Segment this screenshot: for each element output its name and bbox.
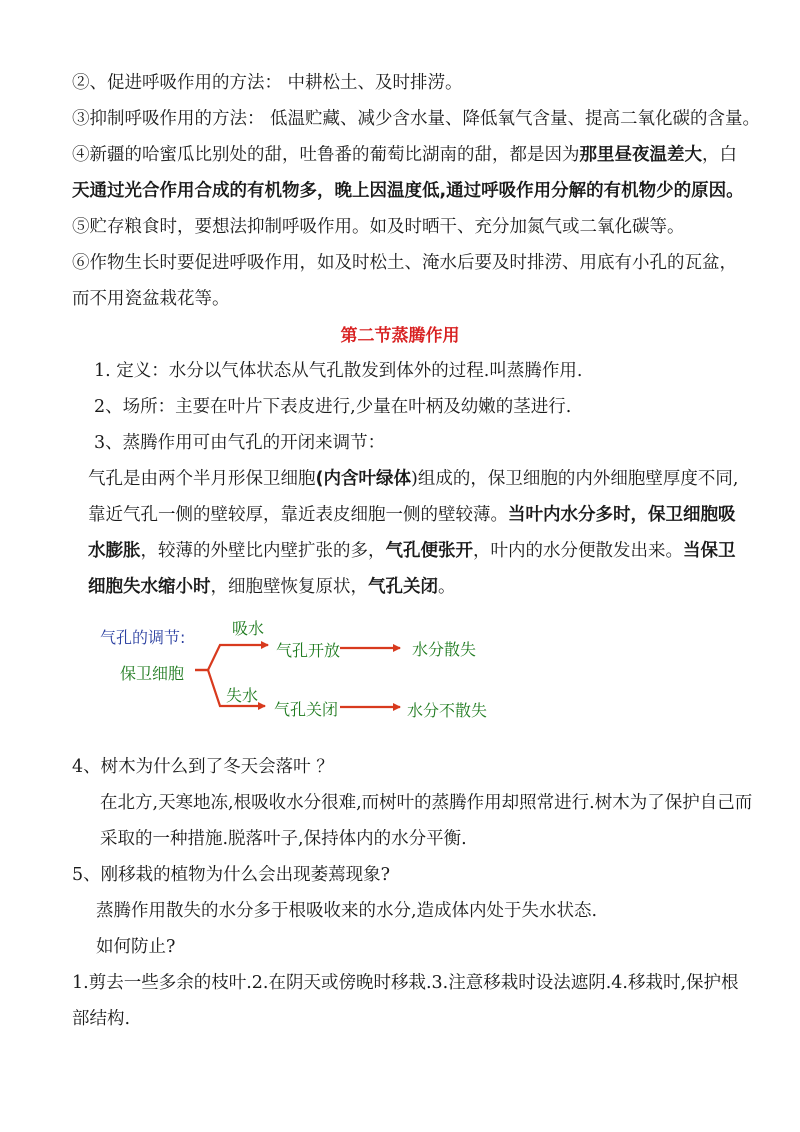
question-4: 4、树木为什么到了冬天会落叶 ？ (72, 757, 334, 777)
label-water-retained: 水分不散失 (407, 701, 488, 720)
guard-1a: 气孔是由两个半月形保卫细胞 (88, 469, 316, 489)
guard-1c: )组成的，保卫细胞的内外细胞壁厚度不同, (411, 469, 739, 489)
grain-storage-text: ⑤贮存粮食时，要想法抑制呼吸作用。如及时晒干、充分加氮气或二氧化碳等。 (72, 217, 685, 237)
prevention-heading: 如何防止? (96, 937, 176, 957)
label-absorb-water: 吸水 (232, 619, 265, 638)
prevention-measures-line-2: 部结构. (72, 1009, 131, 1029)
guard-1b: (内含叶绿体 (315, 469, 411, 489)
guard-4d: 。 (438, 577, 456, 597)
crop-growth-line-1: ⑥作物生长时要促进呼吸作用，如及时松土、淹水后要及时排涝、用底有小孔的瓦盆， (72, 253, 737, 273)
answer-5: 蒸腾作用散失的水分多于根吸收来的水分,造成体内处于失水状态. (96, 901, 598, 921)
location-text: 2、场所：主要在叶片下表皮进行,少量在叶柄及幼嫩的茎进行. (94, 397, 572, 417)
label-lose-water: 失水 (226, 686, 259, 705)
crop-growth-line-2: 而不用瓷盆栽花等。 (72, 289, 230, 309)
diagram-title: 气孔的调节: (100, 628, 186, 647)
guard-4a: 细胞失水缩小时 (88, 577, 211, 597)
label-guard-cell: 保卫细胞 (120, 664, 185, 683)
melon-example-line-2: 天通过光合作用合成的有机物多，晚上因温度低,通过呼吸作用分解的有机物少的原因。 (72, 181, 744, 201)
guard-3a: 水膨胀 (88, 541, 141, 561)
melon-text-c: ，白 (702, 145, 737, 165)
label-stomata-closed: 气孔关闭 (274, 700, 339, 719)
guard-3b: ，较薄的外壁比内壁扩张的多， (140, 541, 386, 561)
answer-4-line-2: 采取的一种措施.脱落叶子,保持体内的水分平衡. (100, 829, 467, 849)
guard-3e: 当保卫 (683, 541, 736, 561)
prevention-measures-line-1: 1.剪去一些多余的枝叶.2.在阴天或傍晚时移栽.3.注意移栽时设法遮阴.4.移栽时,保护根 (72, 973, 739, 993)
guard-3d: ，叶内的水分便散发出来。 (473, 541, 683, 561)
melon-text-bold: 那里昼夜温差大 (579, 145, 702, 165)
guard-3c: 气孔便张开 (385, 541, 473, 561)
section-title: 第二节蒸腾作用 (340, 326, 460, 346)
promote-respiration-text: ②、促进呼吸作用的方法： 中耕松土、及时排涝。 (72, 73, 463, 93)
guard-4b: ，细胞壁恢复原状， (210, 577, 368, 597)
label-water-loss: 水分散失 (412, 640, 477, 659)
melon-text-a: ④新疆的哈蜜瓜比别处的甜，吐鲁番的葡萄比湖南的甜，都是因为 (72, 145, 580, 165)
question-5: 5、刚移栽的植物为什么会出现萎蔫现象? (72, 865, 391, 885)
label-stomata-open: 气孔开放 (276, 641, 341, 660)
regulation-heading: 3、蒸腾作用可由气孔的开闭来调节： (94, 433, 386, 453)
inhibit-respiration-text: ③抑制呼吸作用的方法： 低温贮藏、减少含水量、降低氧气含量、提高二氧化碳的含量。 (72, 109, 761, 129)
definition-text: 1. 定义：水分以气体状态从气孔散发到体外的过程.叫蒸腾作用. (94, 361, 583, 381)
guard-2b: 当叶内水分多时，保卫细胞吸 (508, 505, 736, 525)
branch-arrow-open (195, 645, 268, 670)
guard-2a: 靠近气孔一侧的壁较厚，靠近表皮细胞一侧的壁较薄。 (88, 505, 508, 525)
guard-4c: 气孔关闭 (368, 577, 438, 597)
answer-4-line-1: 在北方,天寒地冻,根吸收水分很难,而树叶的蒸腾作用却照常进行.树木为了保护自己而 (100, 793, 753, 813)
